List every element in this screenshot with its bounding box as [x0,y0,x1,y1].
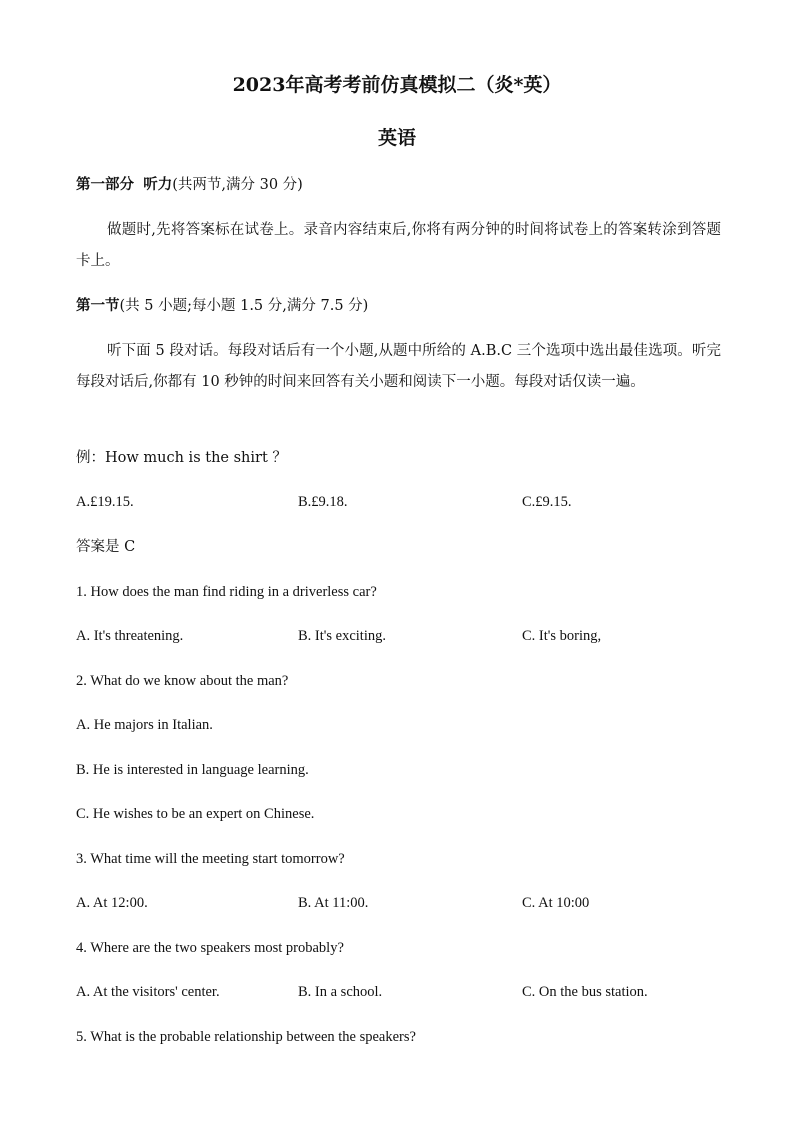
part1-instruction: 做题时,先将答案标在试卷上。录音内容结束后,你将有两分钟的时间将试卷上的答案转涂到答题卡上。 [76,222,721,269]
question-2-option-c: C. He wishes to be an expert on Chinese. [76,806,315,822]
subject-title: 英语 [377,127,416,149]
question-4-option-b: B. In a school. [298,984,383,1000]
question-4: 4. Where are the two speakers most probably? [76,940,344,956]
question-2-option-b: B. He is interested in language learning. [76,762,309,778]
question-2: 2. What do we know about the man? [76,673,289,689]
example-option-a: A.£19.15. [76,494,134,510]
part1-heading: 听力 [143,176,173,193]
example-question: 例：How much is the shirt ？ [76,450,287,466]
question-3-option-a: A. At 12:00. [76,895,148,911]
question-1: 1. How does the man find riding in a driverless car? [76,584,377,600]
section1-instruction: 听下面 5 段对话。每段对话后有一个小题,从题中所给的 A.B.C 三个选项中选出最佳选项。听完每段对话后,你都有 10 秒钟的时间来回答有关小题和阅读下一小题。每段对话仅读一遍。 [76,343,721,390]
section1-note: (共 5 小题;每小题 1.5 分,满分 7.5 分) [119,298,369,314]
exam-title: 2023年高考考前仿真模拟二（炎*英） [232,74,562,96]
question-5: 5. What is the probable relationship between the speakers? [76,1029,416,1045]
question-1-option-c: C. It's boring, [522,628,602,644]
question-2-option-a: A. He majors in Italian. [76,717,213,733]
part1-label: 第一部分 [76,176,134,193]
question-4-option-a: A. At the visitors' center. [76,984,220,1000]
part1-note: (共两节,满分 30 分) [172,177,303,193]
example-option-b: B.£9.18. [298,494,348,510]
question-3-option-c: C. At 10:00 [522,895,590,911]
question-1-option-b: B. It's exciting. [298,628,386,644]
question-4-option-c: C. On the bus station. [522,984,648,1000]
question-3: 3. What time will the meeting start tomorrow? [76,851,345,867]
question-3-option-b: B. At 11:00. [298,895,369,911]
example-answer: 答案是 C [76,539,136,555]
section1-header [76,296,368,316]
part1-header [76,175,303,195]
section1-label: 第一节 [76,297,120,314]
question-1-option-a: A. It's threatening. [76,628,184,644]
example-option-c: C.£9.15. [522,494,572,510]
